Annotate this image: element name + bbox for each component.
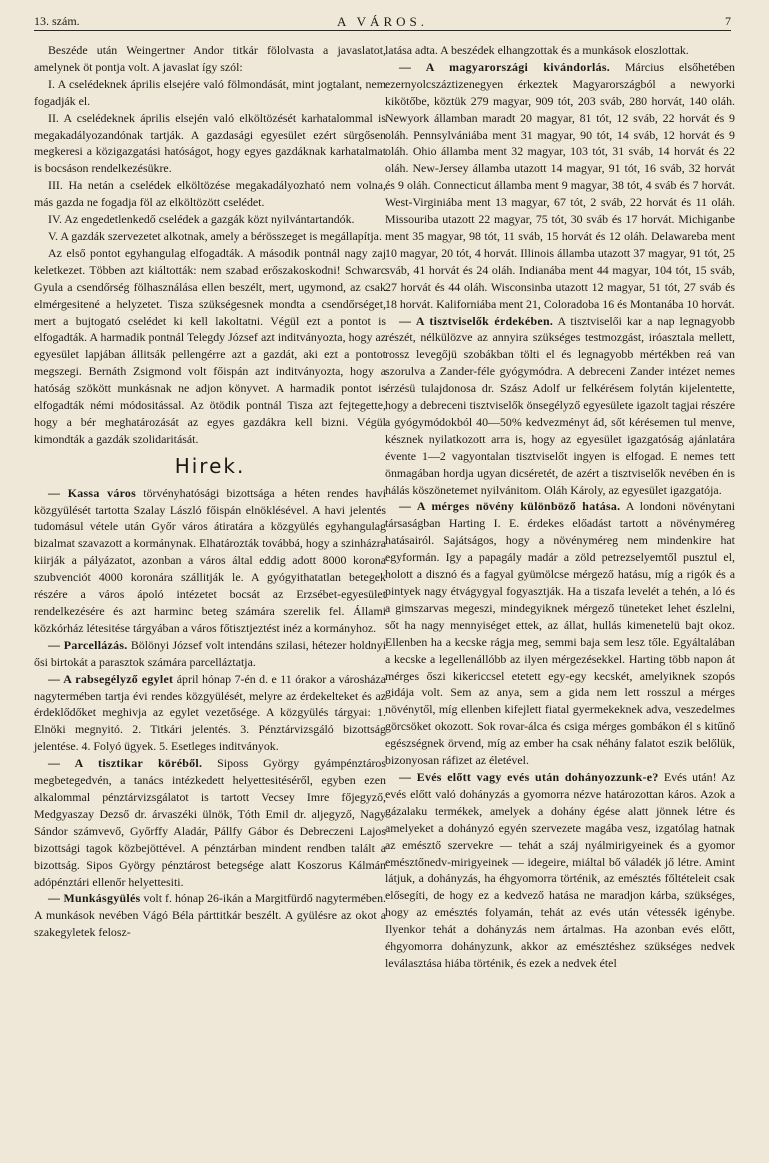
newspaper-title: A VÁROS. <box>336 14 428 29</box>
header-rule <box>34 30 731 31</box>
news-item <box>34 755 386 890</box>
news-lead: — Munkásgyülés <box>48 891 141 906</box>
news-lead: — Kassa város <box>48 485 137 500</box>
news-item <box>34 485 386 637</box>
news-item <box>385 313 735 499</box>
news-body: Evés után! Az evés előtt való dohányzás a gyomorra nézve határozottan káros. Azok a gázalaku termékek, amelyek a dohány égése alatt jönnek létre és amelyeket a dohányzó egyén szervezete magába vesz, izgatólag hatnak az emésztő szervekre — tehát a száj nyálmirigyeinek és a gyomor emésztőnedv-mirigyeinek — idegeire, miáltal bő váladék jő létre. Amint látjuk, a dohányzás, ha éhgyomorra történik, az emésztés főltételeit csak elősegíti, de hogy ez a kedvező hatása ne maradjon kárba, szükséges, hogy az emésztés folyamán, tehát az evés után vétessék igénybe. Ilyenkor tehát a dohányzás nem ártalmas. Ha azonban evés előtt, éhgyomorra dohányzunk, akkor az emésztéshez szükséges nedvek leválasztása hiába történik, és ezek a nedvek étel <box>385 769 736 970</box>
article-paragraph: Beszéde után Weingertner Andor titkár fölolvasta a javaslatot, amelynek öt pontja volt. A javaslat így szól: <box>34 43 386 74</box>
news-lead: — A tisztviselők érdekében. <box>399 313 554 328</box>
left-column <box>34 42 386 941</box>
news-lead: — A magyarországi kivándorlás. <box>399 59 611 74</box>
news-item <box>385 498 735 769</box>
news-lead: — A rabsegélyző egylet <box>48 671 174 686</box>
news-lead: — A tisztikar köréből. <box>48 756 203 771</box>
news-body: Siposs György gyámpénztáros megbetegedvén, a tanács intézkedett helyettesitéséről, egyben ezen alkalommal pénztárvizsgálatot is tartott Vecsey Imre főjegyző, Medgyaszay Dezső dr. árvaszéki ülnök, Tóth Emil dr. aljegyző, Nagy Sándor számvevő, Győrffy Aladár, Pállfy Gábor és Debreczeni Lajos bizottsági tagok közbejöttével. A pénztárban mindent rendben talált a bizottság. Sipos György pénztárost betegsége alatt Koszorus Kálmán adópénztári ellenőr helyettesiti. <box>34 756 386 889</box>
issue-number: 13. szám. <box>34 14 80 28</box>
news-item <box>385 59 735 313</box>
news-lead: — Parcellázás. <box>48 637 128 652</box>
page-number: 7 <box>725 14 731 28</box>
news-body: törvényhatósági bizottsága a héten rendes havi közgyülését tartotta Szalay László főispán elnöklésével. A havi jelentés tudomásul vétele után Győr város átiratára a közgyülés egyhangulag bizalmat szavazott a kormánynak. Elhatározták továbbá, hogy a szinházra kiirják a pályázatot, azonban a város által eddig adott 8000 korona szubvenciót 4000 koronára szállitják le. A gyógyithatatlan betegek részére a város ápoló intézetet bocsát az Erzsébet-egyesület rendelkezésére és azt harminc beteg számára szerelik fel. Állami közkórház létesitése tárgyában a város főtisztjeztést inéz a kormányhoz. <box>34 485 386 635</box>
news-body: Bölönyi József volt intendáns szilasi, hétezer holdnyi ősi birtokát a parasztok számára parcelláztatja. <box>34 637 386 669</box>
right-column <box>385 42 735 972</box>
news-item <box>34 671 386 756</box>
news-body: A londoni növénytani társaságban Harting I. E. érdekes előadást tartott a növényméreg hatásairól. Sajátságos, hogy a növényméreg nem mindenkire hat egyformán. Igy a papagály madár a zöld petrezselyemtől pusztul el, holott a disznó és a fagyal gyümölcse mérgező hatásu, míg a rigók és a pintyek nagy étvágygyal fogyasztják. Ha a tiszafa levelét a tehén, a ló és a gimszarvas megeszi, mindegyiknek mérgező tüneteket lehet észlelni, sőt ha nagy mennyiséget ettek, az állat, hullás kimenetelü bajt okoz. Ellenben ha a kecske rágja meg, semmi baja sem lesz tőle. Egyáltalában a kecske a legellenállóbb az ilyen mérgezésekkel. Harting több napon át mérges őszi kikericcsel etetett egy-egy kecskét, amelyiknek szopós gidája volt. Sem az anya, sem a gida nem lett rosszul a mérges növénytől, míg ellenben kifejlett fiatal gyermekeknek adva, veszedelmes görcsöket okozott. Sok rovar-álca és csiga mérges gombákon él s kitűnő egészségnek örvend, míg az ember ha csak néhány falatot eszik belőlük, bizonyosan ráfizet az életével. <box>385 499 735 768</box>
news-item <box>34 890 386 941</box>
proposal-point: II. A cselédeknek április elsején való elköltözését karhatalommal is megakadályozandónak tartják. A gazdasági egyesület ezért sürgősen megkeresi a közigazgatási hatóságot, hogy egyes gazdáknak karhatalmat is bocsáson rendelkezésükre. <box>34 110 386 176</box>
article-paragraph: Az első pontot egyhangulag elfogadták. A második pontnál nagy zaj keletkezet. Többen azt kiáltották: nem szabad erőszakoskodni! Schwarc Gyula a csendőrség fölhasználása ellen beszélt, mert, ugymond, az csak elmérgesitené a helyzetet. Tisza szükségesnek mondta a csendőrséget, mert a bujtogató cselédet ki kell lakoltatni. Végül ezt a pontot is elfogadták. A harmadik pontnál Telegdy József azt inditványozta, hogy az egyesület lapjában állitsák pellengérre azt a gazdát, aki ezt a pontot megszegi. Bernáth Zsigmond volt főispán azt inditványozta, hogy a hatóság szökött munkásnak ne adjon könyvet. A harmadik pontot is elfogadták némi módositással. Az ötödik pontnál Tisza azt fejtegette, hogy a bér meghatározását az egyes gazdákra kell bizni. Végül kimondták a gazdák szolidaritását. <box>34 245 386 446</box>
news-body: Március elsőhetében ezernyolcszáztizenegyen érkeztek Magyarországból a newyorki kikötőbe, köztük 279 magyar, 909 tót, 203 sváb, 280 horvát, 140 oláh. Newyork államban maradt 20 magyar, 81 tót, 12 sváb, 22 horvát és 9 oláh. Pennsylvániába ment 31 magyar, 90 tót, 14 sváb, 12 horvát és 9 oláh. Ohio államba ment 32 magyar, 103 tót, 31 sváb, 14 horvát és 22 oláh. New-Jersey államba utazott 14 magyar, 91 tót, 16 sváb, 32 horvát és 9 oláh. Connecticut államba ment 9 magyar, 38 tót, 4 sváb és 7 horvát. West-Virginiába ment 13 magyar, 67 tót, 2 sváb, 22 horvát és 11 oláh. Missouriba utazott 22 magyar, 75 tót, 30 sváb és 17 horvát. Michiganbe ment 35 magyar, 98 tót, 11 sváb, 15 horvát és 12 oláh. Delawareba ment 10 magyar, 20 tót, 4 horvát. Illinois államba utazott 37 magyar, 91 tót, 25 sváb, 41 horvát és 24 oláh. Indianába ment 44 magyar, 104 tót, 15 sváb, 27 horvát és 44 oláh. Wisconsinba utazott 12 magyar, 51 tót, 27 sváb és 18 horvát. Kaliforniába ment 21, Coloradoba 16 és Montanába 10 horvát. <box>385 59 735 311</box>
section-title: Hirek. <box>174 453 246 478</box>
news-lead: — A mérges növény különböző hatása. <box>399 499 621 514</box>
news-body: volt f. hónap 26-ikán a Margitfürdő nagytermében. A munkások nevében Vágó Béla párttitkár beszélt. A gyülésre az okot a szakegyletek felosz- <box>34 891 386 940</box>
news-item <box>385 769 735 972</box>
news-item <box>34 637 386 671</box>
page-header <box>34 14 731 34</box>
news-lead: — Evés előtt vagy evés után dohányozzunk-e? <box>399 769 659 784</box>
proposal-point: III. Ha netán a cselédek elköltözése megakadályozható nem volna, más gazda ne fogadja föl az elköltözött cselédet. <box>34 178 386 210</box>
news-body: ápril hónap 7-én d. e 11 órakor a városháza nagytermében tartja évi rendes közgyülését, melyre az érdekelteket és az érdeklődőket meghivja az egylet vezetősége. A közgyülés tárgyai: 1. Elnöki megnyitó. 2. Titkári jelentés. 3. Pénztárvizsgáló bizottság jelentése. 4. Folyó ügyek. 5. Esetleges inditványok. <box>34 671 386 754</box>
article-continuation: latása adta. A beszédek elhangzottak és a munkások eloszlottak. <box>385 43 689 57</box>
proposal-point: I. A cselédeknek április elsejére való fölmondását, mint jogtalant, nem fogadják el. <box>34 76 386 108</box>
proposal-point: IV. Az engedetlenkedő cselédek a gazgák közt nyilvántartandók. <box>48 212 355 227</box>
news-body: A tisztviselői kar a nap legnagyobb részét, nélkülözve az annyira szükséges testmozgást, iróasztala mellett, rossz levegőjü szobákban tölti el és legnagyobb mértékben reá van szorulva a Zander-féle gyógymódra. A debreceni Zander intézet nemes érzésü tulajdonosa dr. Szász Adolf ur felkérésem folytán kijelentette, hogy a debreceni tisztviselők önsegélyző egyesülete igazolt tagjai részére a gyógymódokból 40—50% kedvezményt ád, sőt kérésemen tul menve, késznek nyilatkozott arra is, hogy az egyesület igazgatóság ajánlatára évente 1—2 vagyontalan tisztviselőt ingyen is elfogad. E nemes tett önmagában hordja ugyan dicséretét, de azért a tisztviselők nevében én is hálás köszönetemet nyilvánitom. Oláh Károly, az egyesület igazgatója. <box>385 313 735 497</box>
proposal-point: V. A gazdák szervezetet alkotnak, amely a bérösszeget is megállapítja. <box>48 228 382 243</box>
